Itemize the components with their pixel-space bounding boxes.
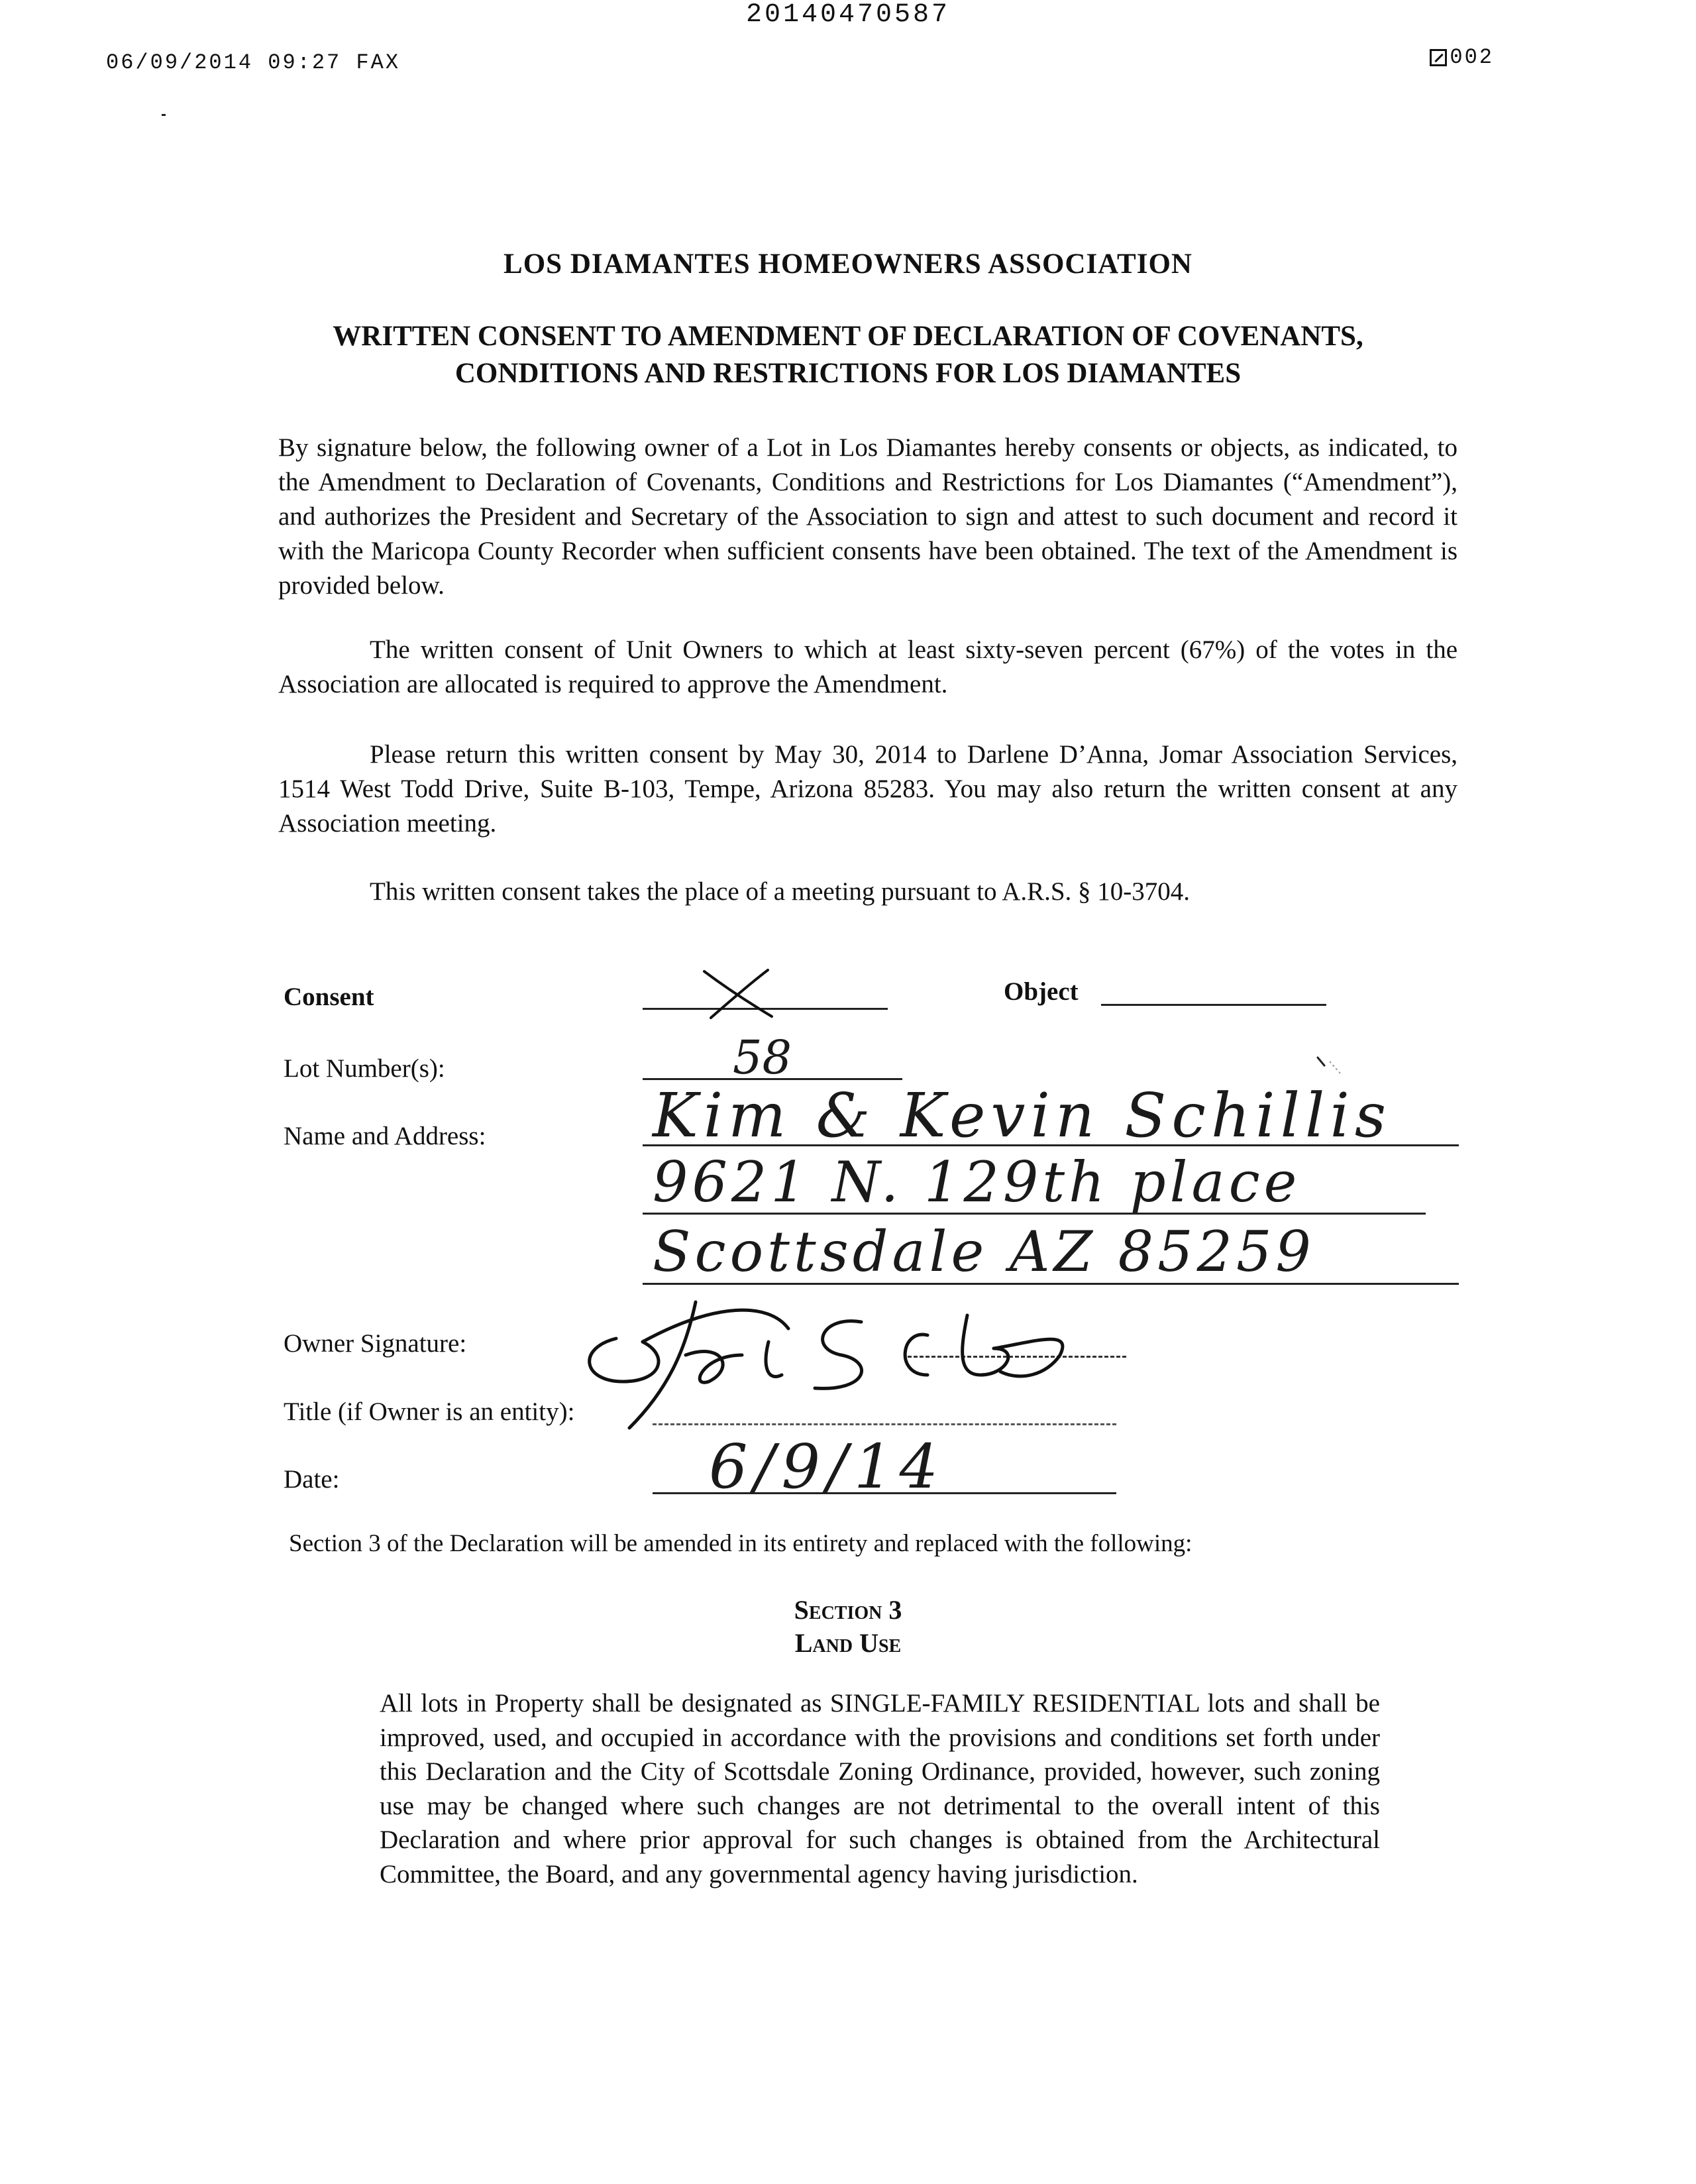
document-title-line-2: CONDITIONS AND RESTRICTIONS FOR LOS DIAMANTES	[454, 358, 1242, 389]
consent-x-mark	[699, 967, 778, 1020]
owner-title-label: Title (if Owner is an entity):	[284, 1397, 575, 1426]
handwritten-lot-number: 58	[733, 1030, 792, 1085]
fax-checkbox-icon	[1430, 49, 1447, 66]
consent-label: Consent	[284, 983, 374, 1011]
date-label: Date:	[284, 1465, 340, 1494]
fax-page-value: 002	[1450, 45, 1494, 70]
object-label: Object	[1004, 977, 1079, 1006]
section-number-heading: Section 3	[794, 1595, 902, 1625]
organization-title: LOS DIAMANTES HOMEOWNERS ASSOCIATION	[504, 248, 1192, 280]
consent-paragraph: By signature below, the following owner of a Lot in Los Diamantes hereby consents or objects, as indicated, to the Amendment to Declaration of Covenants, Conditions and Restrictions for Los Diamantes (“Amendment”), and authorizes the President and Secretary of the Association to sign and attest to such document and record it with the Maricopa County Recorder when sufficient consents have been obtained. The text of the Amendment is provided below.	[278, 433, 1458, 600]
stray-pen-mark	[1315, 1055, 1348, 1081]
document-title-line-1: WRITTEN CONSENT TO AMENDMENT OF DECLARATION OF COVENANTS,	[333, 321, 1363, 352]
handwritten-street-address: 9621 N. 129th place	[653, 1150, 1301, 1215]
name-address-label: Name and Address:	[284, 1122, 486, 1150]
handwritten-date: 6/9/14	[709, 1431, 945, 1502]
handwritten-owner-name: Kim & Kevin Schillis	[653, 1080, 1392, 1151]
handwritten-city-address: Scottsdale AZ 85259	[653, 1219, 1315, 1284]
owner-signature-scribble	[570, 1276, 1086, 1435]
amendment-intro: Section 3 of the Declaration will be amended in its entirety and replaced with the following:	[289, 1530, 1192, 1557]
object-line[interactable]	[1101, 1004, 1326, 1006]
fax-header-timestamp: 06/09/2014 09:27 FAX	[106, 50, 401, 75]
land-use-text: All lots in Property shall be designated as SINGLE-FAMILY RESIDENTIAL lots and shall be improved, used, and occupied in accordance with the provisions and conditions set forth under this Declaration and the City of Scottsdale Zoning Ordinance, provided, however, such zoning use may be changed where such changes are not detrimental to the overall intent of this Declaration and where prior approval for such changes is obtained from the Architectural Committee, the Board, and any governmental agency having jurisdiction.	[380, 1689, 1380, 1888]
scan-speck	[162, 114, 166, 116]
approval-threshold-paragraph: The written consent of Unit Owners to which at least sixty-seven percent (67%) of the votes in the Association are allocated is required to approve the Amendment.	[278, 635, 1458, 698]
document-title	[0, 318, 1696, 392]
return-instructions-paragraph: Please return this written consent by May 30, 2014 to Darlene D’Anna, Jomar Association Services, 1514 West Todd Drive, Suite B-103, Tempe, Arizona 85283. You may also return the written consent at any Association meeting.	[278, 740, 1458, 838]
fax-page-number	[1430, 45, 1494, 70]
recording-number: 20140470587	[745, 0, 951, 30]
lot-number-label: Lot Number(s):	[284, 1054, 445, 1083]
section-name-heading: Land Use	[794, 1628, 902, 1658]
owner-signature-label: Owner Signature:	[284, 1329, 467, 1358]
meeting-statute-paragraph: This written consent takes the place of a meeting pursuant to A.R.S. § 10-3704.	[370, 877, 1191, 906]
